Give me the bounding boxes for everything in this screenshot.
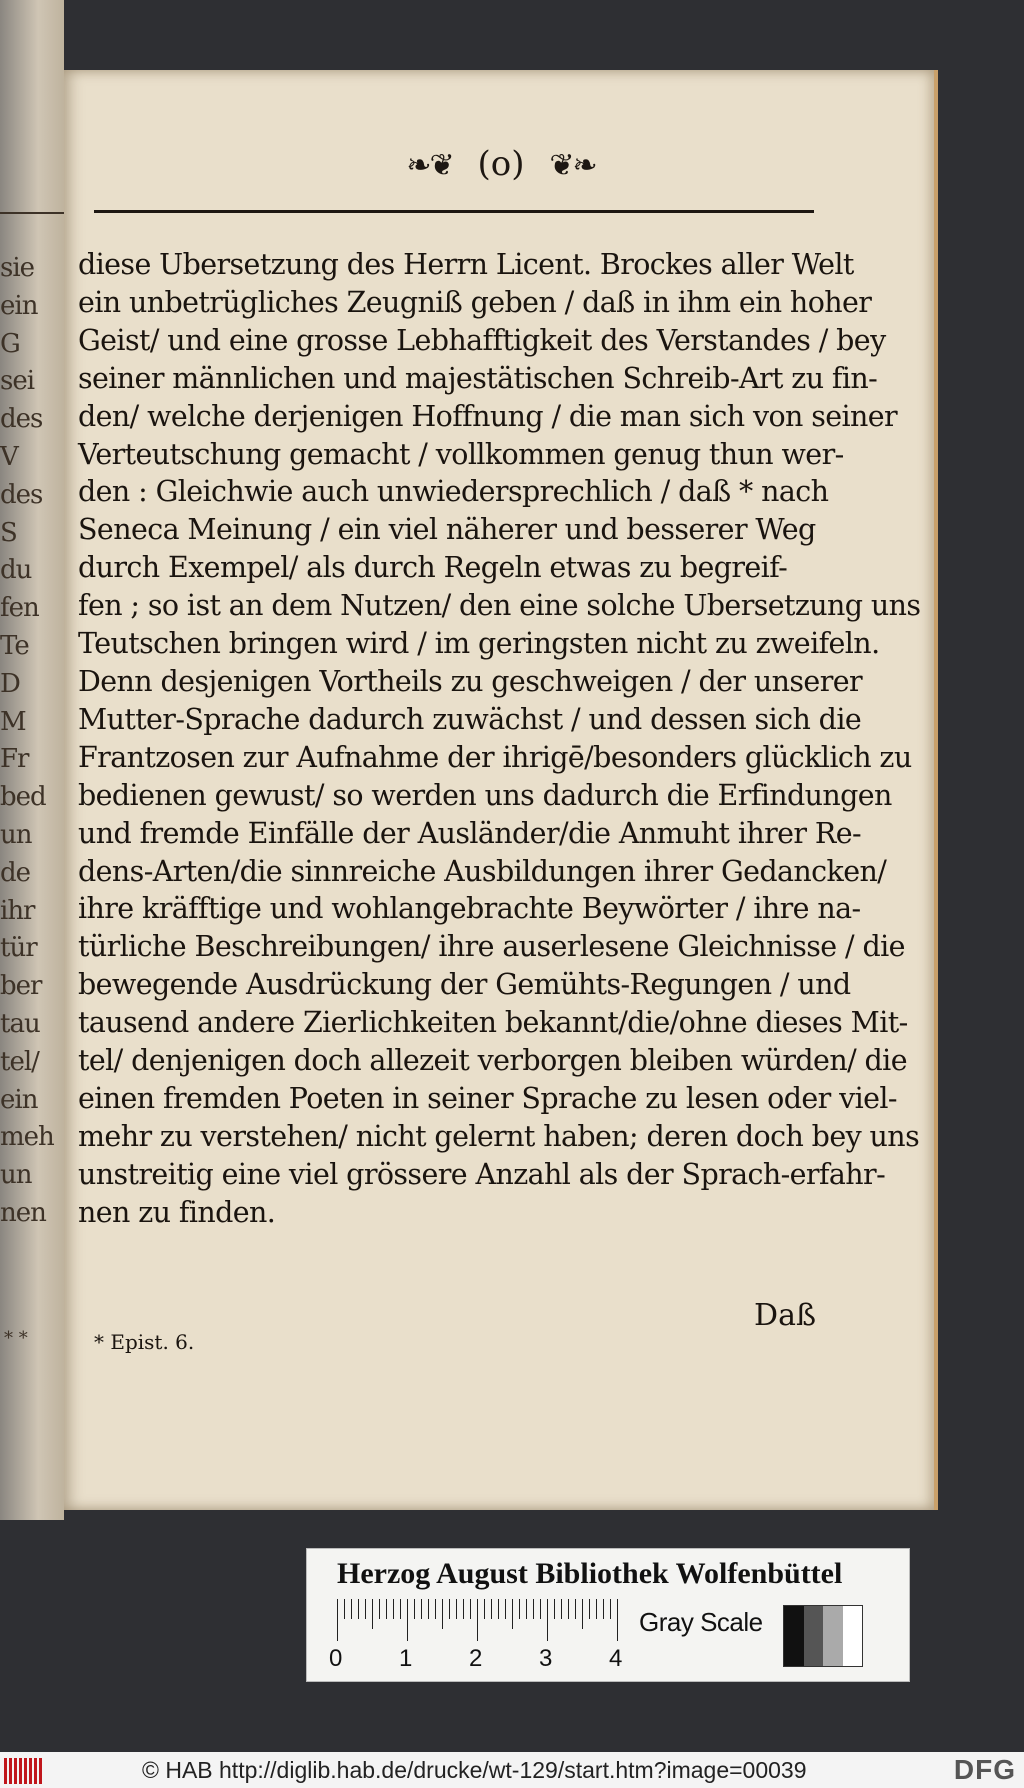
ruler-tick (372, 1599, 373, 1629)
left-page-fragment: ein (0, 290, 38, 321)
gray-scale-swatches (783, 1605, 863, 1667)
ruler-tick (512, 1599, 513, 1629)
footnote: * Epist. 6. (94, 1330, 195, 1354)
scale-ruler (337, 1599, 627, 1641)
left-page-fragment: S (0, 517, 17, 548)
left-page-fragment: ein (0, 1084, 38, 1115)
ruler-tick (456, 1599, 457, 1619)
ruler-tick (526, 1599, 527, 1619)
scale-number: 3 (539, 1645, 553, 1672)
ruler-tick (463, 1599, 464, 1619)
ruler-tick (533, 1599, 534, 1619)
ruler-tick (428, 1599, 429, 1619)
ruler-tick (407, 1599, 408, 1641)
left-page-fragment: nen (0, 1197, 46, 1228)
ruler-tick (519, 1599, 520, 1619)
ruler-tick (421, 1599, 422, 1619)
text-line: Verteutschung gemacht / vollkommen genug thun wer- (78, 437, 844, 471)
left-page-fragment: du (0, 555, 32, 586)
bar-stripe (14, 1758, 17, 1784)
bar-stripe (24, 1758, 27, 1784)
ruler-tick (414, 1599, 415, 1619)
ruler-tick (435, 1599, 436, 1619)
ruler-tick (540, 1599, 541, 1619)
left-page-fragment: sei (0, 366, 35, 397)
ruler-tick (337, 1599, 338, 1641)
footer-bar (0, 1752, 1024, 1788)
bar-stripe (19, 1758, 22, 1784)
text-line: ihre kräfftige und wohlangebrachte Beywörter / ihre na- (78, 892, 861, 926)
ruler-tick (393, 1599, 394, 1619)
left-page-footnote-mark: * * (4, 1328, 28, 1349)
ruler-tick (400, 1599, 401, 1619)
ruler-tick (568, 1599, 569, 1619)
book-page (64, 70, 938, 1510)
left-page-fragment: D (0, 668, 20, 699)
left-page-fragment: sie (0, 253, 35, 283)
left-page-fragment: M (0, 706, 26, 737)
left-page-text (0, 250, 60, 1233)
left-page-fragment: tau (0, 1008, 40, 1039)
text-line: seiner männlichen und majestätischen Schreib-Art zu fin- (78, 361, 878, 395)
text-line: den : Gleichwie auch unwiedersprechlich / daß * nach (78, 475, 829, 509)
ruler-tick (379, 1599, 380, 1619)
header-rule (94, 210, 814, 213)
ruler-tick (386, 1599, 387, 1619)
text-line: Teutschen bringen wird / im geringsten nicht zu zweifeln. (78, 627, 880, 661)
swatch-black (784, 1606, 804, 1666)
text-line: Seneca Meinung / ein viel näherer und besserer Weg (78, 513, 816, 547)
bar-stripe (9, 1758, 12, 1784)
left-page-fragment: Te (0, 630, 29, 661)
bar-stripe (34, 1758, 37, 1784)
ruler-tick (477, 1599, 478, 1641)
ruler-tick (442, 1599, 443, 1629)
left-page-fragment: des (0, 404, 43, 435)
swatch-light-gray (823, 1606, 843, 1666)
text-line: diese Ubersetzung des Herrn Licent. Brockes aller Welt (78, 248, 854, 281)
text-line: tausend andere Zierlichkeiten bekannt/die/ohne dieses Mit- (78, 1006, 908, 1040)
page-header (64, 144, 938, 184)
ruler-tick (554, 1599, 555, 1619)
text-line: und fremde Einfälle der Ausländer/die Anmuht ihrer Re- (78, 816, 862, 850)
ruler-tick (498, 1599, 499, 1619)
library-label (306, 1548, 910, 1682)
left-page-fragment: des (0, 479, 43, 510)
ruler-tick (351, 1599, 352, 1619)
ruler-tick (358, 1599, 359, 1619)
scale-number: 0 (329, 1645, 343, 1672)
text-line: nen zu finden. (78, 1195, 276, 1229)
text-line: fen ; so ist an dem Nutzen/ den eine solche Ubersetzung uns (78, 589, 921, 623)
dfg-logo: DFG (953, 1754, 1016, 1785)
ruler-tick (344, 1599, 345, 1619)
scale-number: 1 (399, 1645, 413, 1672)
ruler-tick (547, 1599, 548, 1641)
hab-bars-icon (4, 1758, 46, 1784)
ruler-tick (589, 1599, 590, 1619)
ruler-tick (596, 1599, 597, 1619)
left-page-fragment: tel/ (0, 1046, 39, 1077)
text-line: Denn desjenigen Vortheils zu geschweigen / der unserer (78, 664, 863, 698)
text-line: unstreitig eine viel grössere Anzahl als der Sprach-erfahr- (78, 1157, 886, 1191)
ruler-tick (603, 1599, 604, 1619)
text-line: Mutter-Sprache dadurch zuwächst / und dessen sich die (78, 702, 862, 736)
ruler-tick (582, 1599, 583, 1629)
left-page-fragment: de (0, 857, 31, 888)
bar-stripe (39, 1758, 42, 1784)
text-line: türliche Beschreibungen/ ihre auserlesene Gleichnisse / die (78, 930, 905, 964)
left-page-fragment: bed (0, 782, 46, 813)
ruler-tick (561, 1599, 562, 1619)
ruler-tick (575, 1599, 576, 1619)
text-line: den/ welche derjenigen Hoffnung / die man sich von seiner (78, 399, 898, 433)
left-page-fragment: tür (0, 933, 37, 964)
gray-scale-label: Gray Scale (639, 1607, 763, 1637)
ruler-tick (617, 1599, 618, 1641)
text-line: einen fremden Poeten in seiner Sprache zu lesen oder viel- (78, 1081, 897, 1115)
catchword: Daß (754, 1298, 816, 1333)
text-line: dens-Arten/die sinnreiche Ausbildungen ihrer Gedancken/ (78, 854, 887, 888)
text-line: Geist/ und eine grosse Lebhafftigkeit des Verstandes / bey (78, 323, 886, 357)
text-line: ein unbetrügliches Zeugniß geben / daß in ihm ein hoher (78, 285, 872, 319)
left-page-fragment: ber (0, 971, 42, 1002)
text-line: bewegende Ausdrückung der Gemühts-Regungen / und (78, 968, 851, 1002)
ruler-tick (470, 1599, 471, 1619)
bar-stripe (29, 1758, 32, 1784)
library-name: Herzog August Bibliothek Wolfenbüttel (337, 1557, 843, 1590)
left-page-edge (0, 0, 64, 1520)
left-page-fragment: G (0, 328, 20, 359)
ruler-tick (610, 1599, 611, 1619)
left-page-fragment: V (0, 441, 18, 472)
text-line: durch Exempel/ als durch Regeln etwas zu begreif- (78, 551, 788, 585)
text-line: tel/ denjenigen doch allezeit verborgen bleiben würden/ die (78, 1044, 907, 1078)
left-page-fragment: meh (0, 1122, 54, 1153)
text-line: Frantzosen zur Aufnahme der ihrigē/besonders glücklich zu (78, 740, 912, 774)
ruler-tick (449, 1599, 450, 1619)
left-page-fragment: Fr (0, 744, 29, 775)
left-page-fragment: un (0, 1160, 32, 1191)
ornament-left-icon: ❧❦ (406, 148, 453, 183)
text-line: mehr zu verstehen/ nicht gelernt haben; deren doch bey uns (78, 1119, 920, 1153)
bar-stripe (4, 1758, 7, 1784)
ruler-tick (484, 1599, 485, 1619)
scale-number: 2 (469, 1645, 483, 1672)
page-number: (o) (477, 144, 525, 184)
swatch-dark-gray (804, 1606, 824, 1666)
left-page-rule (0, 212, 64, 214)
swatch-white (843, 1606, 863, 1666)
ruler-tick (491, 1599, 492, 1619)
ruler-tick (505, 1599, 506, 1619)
text-line: bedienen gewust/ so werden uns dadurch die Erfindungen (78, 778, 892, 812)
left-page-fragment: un (0, 819, 32, 850)
ruler-tick (365, 1599, 366, 1619)
left-page-fragment: fen (0, 593, 39, 624)
ornament-right-icon: ❦❧ (549, 148, 596, 183)
scale-number: 4 (609, 1645, 623, 1672)
source-url[interactable]: © HAB http://diglib.hab.de/drucke/wt-129/start.htm?image=00039 (142, 1757, 807, 1783)
body-text (78, 246, 921, 1232)
left-page-fragment: ihr (0, 895, 35, 926)
